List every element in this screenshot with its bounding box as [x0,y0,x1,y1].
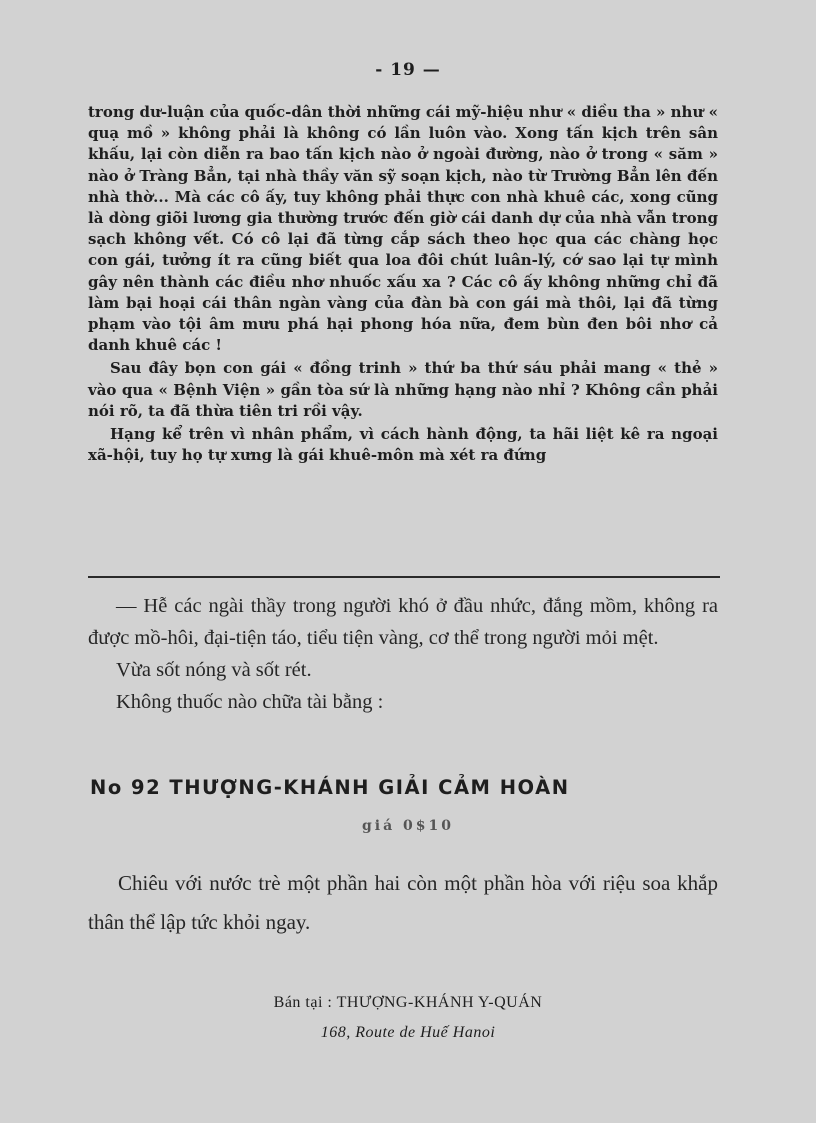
article-paragraph-3: Hạng kể trên vì nhân phẩm, vì cách hành động, ta hãi liệt kê ra ngoại xã-hội, tuy họ tự xưng là gái khuê-môn mà xét ra đứng [88,425,718,465]
article-paragraph-2: Sau đây bọn con gái « đồng trinh » thứ ba thứ sáu phải mang « thẻ » vào qua « Bệnh Viện » gần tòa sứ là những hạng nào nhỉ ? Không cần phải nói rõ, ta đã thừa tiên tri rồi vậy. [88,359,718,420]
advert-symptoms: — Hễ các ngài thầy trong người khó ở đầu nhức, đắng mồm, không ra được mồ-hôi, đại-tiện táo, tiểu tiện vàng, cơ thể trong người mỏi mệt. [88,595,718,649]
product-price: giá 0$10 [361,818,455,834]
usage-instructions [88,864,718,942]
section-divider [88,576,720,578]
instructions-text: Chiêu với nước trè một phần hai còn một phần hòa với riệu soa khắp thân thể lập tức khỏi ngay. [88,871,718,934]
advertisement-intro [88,590,718,718]
product-heading: No 92 THƯỢNG-KHÁNH GIẢI CẢM HOÀN [90,776,570,799]
seller-line: Bán tại : THƯỢNG-KHÁNH Y-QUÁN [273,994,543,1011]
advert-remedy-line: Không thuốc nào chữa tài bằng : [116,691,384,713]
article-paragraph-1: trong dư-luận của quốc-dân thời những cái mỹ-hiệu như « diều tha » như « quạ mồ » không phải là không có lần luôn vào. Xong tấn kịch trên sân khấu, lại còn diễn ra bao tấn kịch nào ở ngoài đường, nào ở trong « săm » nào ở Tràng Bẳn, tại nhà thầy văn sỹ soạn kịch, nào từ Trường Bẳn lên đến nhà thờ... Mà các cô ấy, tuy không phải thực con nhà khuê các, xong cũng là dòng giõi lương gia thường trước đến giờ cái danh dự của nhà vẫn trong sạch không vết. Có cô lại đã từng cắp sách theo học qua các chàng học con gái, tưởng ít ra cũng biết qua loa đôi chút luân-lý, cớ sao lại tự mình gây nên thành các điều nhơ nhuốc xấu xa ? Các cô ấy không những chỉ đã làm bại hoại cái thân ngàn vàng của đàn bà con gái mà thôi, lại đã từng phạm vào tội âm mưu phá hại phong hóa nữa, đem bùn đen bôi nhơ cả danh khuê các ! [88,103,718,355]
advert-fever-line: Vừa sốt nóng và sốt rét. [116,659,312,681]
seller-address: 168, Route de Huế Hanoi [320,1024,496,1041]
page-number: - 19 — [375,60,441,80]
seller-info [0,988,816,1048]
article-body [88,102,718,466]
